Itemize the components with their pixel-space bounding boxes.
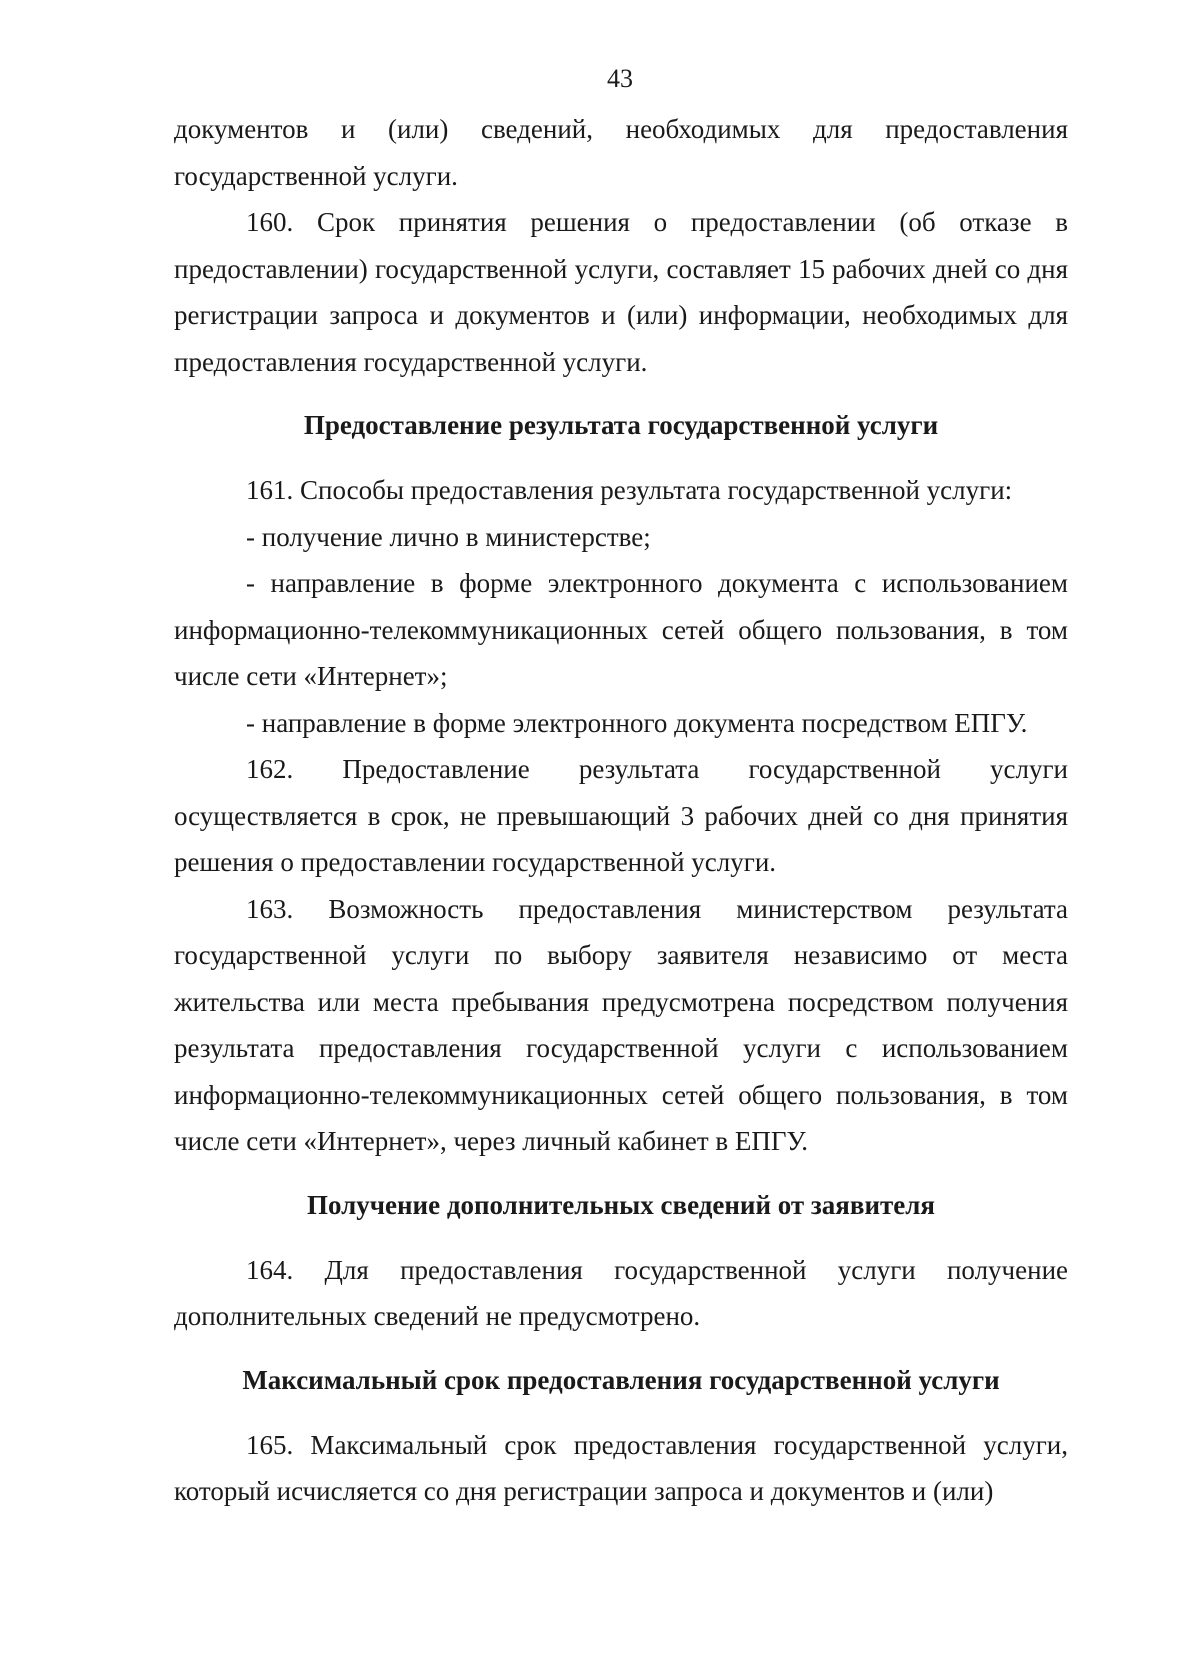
list-item-electronic-internet: - направление в форме электронного документа с использованием информационно-телекоммуникационных сетей общего пользования, в том числе сети «Интернет»; [174,568,1068,691]
section-heading-additional-info: Получение дополнительных сведений от заявителя [306,1189,936,1220]
paragraph-162: 162. Предоставление результата государственной услуги осуществляется в срок, не превышающий 3 рабочих дней со дня принятия решения о предоставлении государственной услуги. [174,754,1068,877]
paragraph-continuation: документов и (или) сведений, необходимых для предоставления государственной услуги. [174,114,1068,191]
document-body [174,106,1068,1515]
section-heading-result: Предоставление результата государственной услуги [303,410,939,440]
paragraph-161: 161. Способы предоставления результата государственной услуги: [246,475,1013,505]
section-heading-max-term: Максимальный срок предоставления государственной услуги [242,1364,1000,1395]
paragraph-160: 160. Срок принятия решения о предоставлении (об отказе в предоставлении) государственной услуги, составляет 15 рабочих дней со дня регистрации запроса и документов и (или) информации, необходимых для предоставления государственной услуги. [174,207,1068,377]
paragraph-163: 163. Возможность предоставления министерством результата государственной услуги по выбору заявителя независимо от места жительства или места пребывания предусмотрена посредством получения результата предоставления государственной услуги с использованием информационно-телекоммуникационных сетей общего пользования, в том числе сети «Интернет», через личный кабинет в ЕПГУ. [174,893,1068,1156]
list-item-electronic-epgu: - направление в форме электронного документа посредством ЕПГУ. [246,707,1028,738]
paragraph-165: 165. Максимальный срок предоставления государственной услуги, который исчисляется со дня регистрации запроса и документов и (или) [174,1429,1068,1506]
page-number: 43 [607,64,633,93]
list-item-in-person: - получение лично в министерстве; [246,521,651,552]
paragraph-164: 164. Для предоставления государственной услуги получение дополнительных сведений не предусмотрено. [174,1254,1068,1331]
